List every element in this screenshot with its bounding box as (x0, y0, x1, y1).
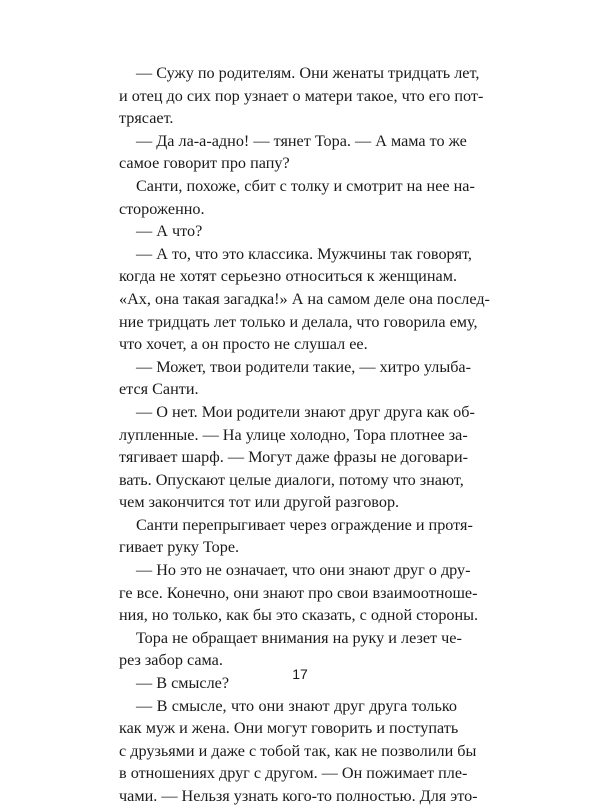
text-line: «Ах, она такая загадка!» А на самом деле она послед- (119, 289, 490, 308)
text-line: чами. — Нельзя узнать кого-то полностью. Для это- (119, 787, 478, 805)
text-line: что хочет, а он просто не слушал ее. (119, 335, 368, 354)
text-line: — Да ла-а-адно! — тянет Тора. — А мама то же (136, 131, 467, 150)
text-line: стороженно. (119, 199, 205, 218)
text-line: ние тридцать лет только и делала, что говорила ему, (119, 312, 478, 331)
text-line: — Сужу по родителям. Они женаты тридцать лет, (136, 64, 480, 82)
text-line: — А что? (136, 222, 203, 241)
text-line: как муж и жена. Они могут говорить и поступать (119, 719, 459, 738)
text-line: в отношениях друг с другом. — Он пожимает пле- (119, 764, 468, 783)
text-line: — Может, твои родители такие, — хитро улыба- (136, 357, 472, 376)
text-line: лупленные. — На улице холодно, Тора плотнее за- (119, 425, 468, 444)
text-line: трясает. (119, 109, 174, 128)
text-line: — Но это не означает, что они знают друг о дру- (136, 561, 471, 580)
text-line: ния, но только, как бы это сказать, с одной стороны. (119, 606, 479, 625)
text-line: — В смысле, что они знают друг друга только (136, 696, 457, 715)
body-text (119, 62, 490, 808)
text-line: — А то, что это классика. Мужчины так говорят, (136, 244, 472, 263)
text-line: Тора не обращает внимания на руку и лезет че- (136, 628, 462, 647)
text-line: ге все. Конечно, они знают про свои взаимоотноше- (119, 583, 478, 602)
text-line: гивает руку Торе. (119, 538, 240, 557)
text-line: — О нет. Мои родители знают друг друга как об- (136, 402, 475, 421)
text-line: с друзьями и даже с тобой так, как не позволили бы (119, 741, 477, 760)
text-line: чем закончится тот или другой разговор. (119, 493, 400, 512)
text-line: Санти, похоже, сбит с толку и смотрит на нее на- (136, 176, 475, 195)
text-line: тягивает шарф. — Могут даже фразы не договари- (119, 448, 469, 467)
text-line: вать. Опускают целые диалоги, потому что знают, (119, 470, 464, 489)
page-number: 17 (292, 666, 308, 682)
text-line: Санти перепрыгивает через ограждение и протя- (136, 515, 473, 534)
text-line: и отец до сих пор узнает о матери такое, что его пот- (119, 86, 484, 105)
text-line: рез забор сама. (119, 651, 223, 670)
text-line: — В смысле? (136, 674, 230, 693)
text-line: когда не хотят серьезно относиться к женщинам. (119, 267, 457, 286)
text-line: ется Санти. (119, 380, 199, 399)
text-line: самое говорит про папу? (119, 154, 290, 173)
